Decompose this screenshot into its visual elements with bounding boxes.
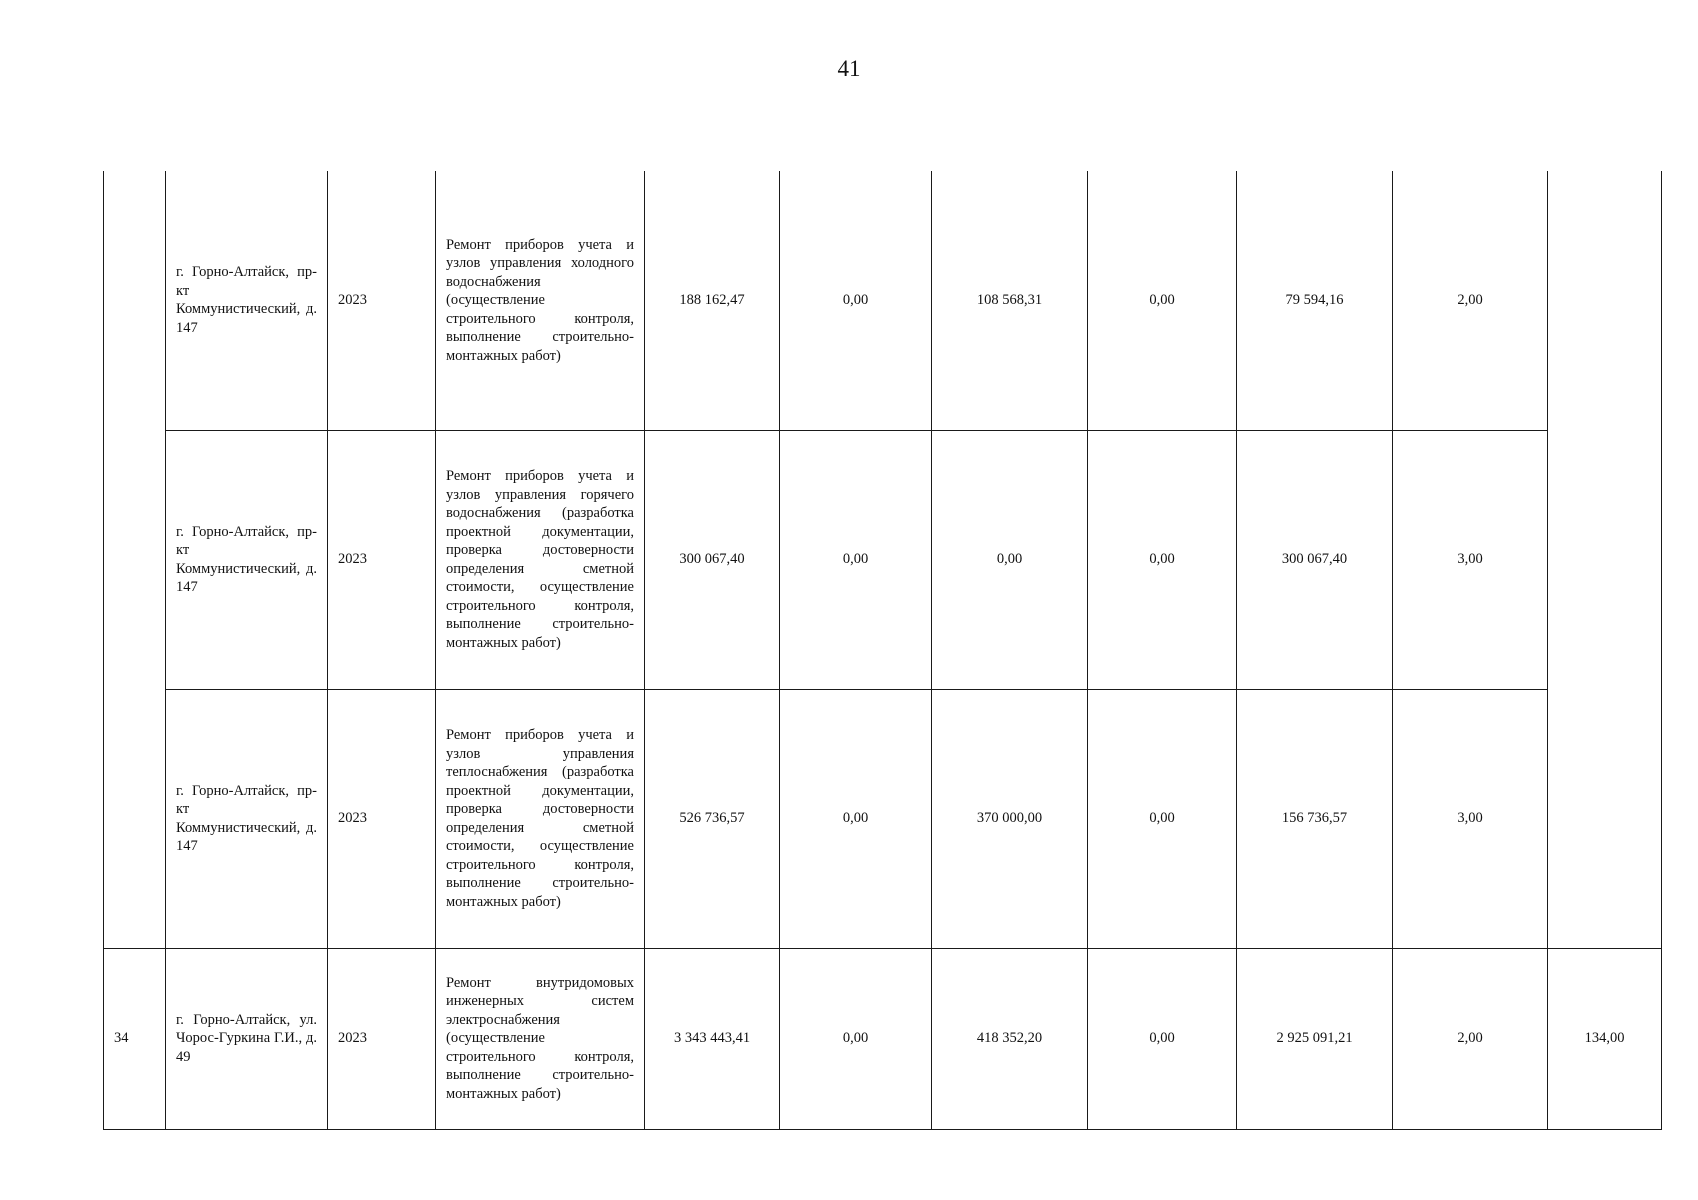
table-row: [104, 430, 1662, 689]
total-cost-cell: 188 162,47: [645, 171, 780, 430]
work-description-cell: Ремонт приборов учета и узлов управления холодного водоснабжения (осуществление строительного контроля, выполнение строительно-монтажных работ): [436, 171, 645, 430]
amount-cell: 0,00: [1088, 171, 1237, 430]
total-cost-cell: 526 736,57: [645, 689, 780, 948]
amount-cell: 79 594,16: [1237, 171, 1393, 430]
amount-cell: 0,00: [780, 430, 932, 689]
year-cell: 2023: [328, 171, 436, 430]
page-number: 41: [837, 56, 861, 81]
work-description-cell: Ремонт внутридомовых инженерных систем электроснабжения (осуществление строительного контроля, выполнение строительно-монтажных работ): [436, 948, 645, 1129]
address-cell: г. Горно-Алтайск, пр-кт Коммунистический, д. 147: [166, 171, 328, 430]
year-cell: 2023: [328, 689, 436, 948]
amount-cell: 0,00: [780, 948, 932, 1129]
amount-cell: 3,00: [1393, 430, 1548, 689]
address-cell: г. Горно-Алтайск, ул. Чорос-Гуркина Г.И., д. 49: [166, 948, 328, 1129]
total-cost-cell: 3 343 443,41: [645, 948, 780, 1129]
amount-cell: 0,00: [1088, 948, 1237, 1129]
amount-cell: 2,00: [1393, 948, 1548, 1129]
amount-cell: 2,00: [1393, 171, 1548, 430]
amount-cell: 0,00: [1088, 689, 1237, 948]
row-index-cell: 34: [104, 948, 166, 1129]
work-description-cell: Ремонт приборов учета и узлов управления теплоснабжения (разработка проектной документации, проверка достоверности определения сметной стоимости, осуществление строительного контроля, выполнение строительно-монтажных работ): [436, 689, 645, 948]
year-cell: 2023: [328, 430, 436, 689]
total-cost-cell: 300 067,40: [645, 430, 780, 689]
amount-cell: 108 568,31: [932, 171, 1088, 430]
amount-cell: 3,00: [1393, 689, 1548, 948]
area-cell: [1548, 171, 1662, 948]
work-description-cell: Ремонт приборов учета и узлов управления горячего водоснабжения (разработка проектной документации, проверка достоверности определения сметной стоимости, осуществление строительного контроля, выполнение строительно-монтажных работ): [436, 430, 645, 689]
amount-cell: 418 352,20: [932, 948, 1088, 1129]
row-index-cell: [104, 171, 166, 948]
repair-schedule-table: [103, 171, 1662, 1130]
amount-cell: 0,00: [780, 171, 932, 430]
amount-cell: 156 736,57: [1237, 689, 1393, 948]
address-cell: г. Горно-Алтайск, пр-кт Коммунистический, д. 147: [166, 430, 328, 689]
amount-cell: 300 067,40: [1237, 430, 1393, 689]
table-row: [104, 948, 1662, 1129]
area-cell: 134,00: [1548, 948, 1662, 1129]
address-cell: г. Горно-Алтайск, пр-кт Коммунистический, д. 147: [166, 689, 328, 948]
amount-cell: 0,00: [780, 689, 932, 948]
amount-cell: 370 000,00: [932, 689, 1088, 948]
amount-cell: 0,00: [1088, 430, 1237, 689]
table-row: [104, 689, 1662, 948]
year-cell: 2023: [328, 948, 436, 1129]
amount-cell: 2 925 091,21: [1237, 948, 1393, 1129]
table-row: [104, 171, 1662, 430]
amount-cell: 0,00: [932, 430, 1088, 689]
